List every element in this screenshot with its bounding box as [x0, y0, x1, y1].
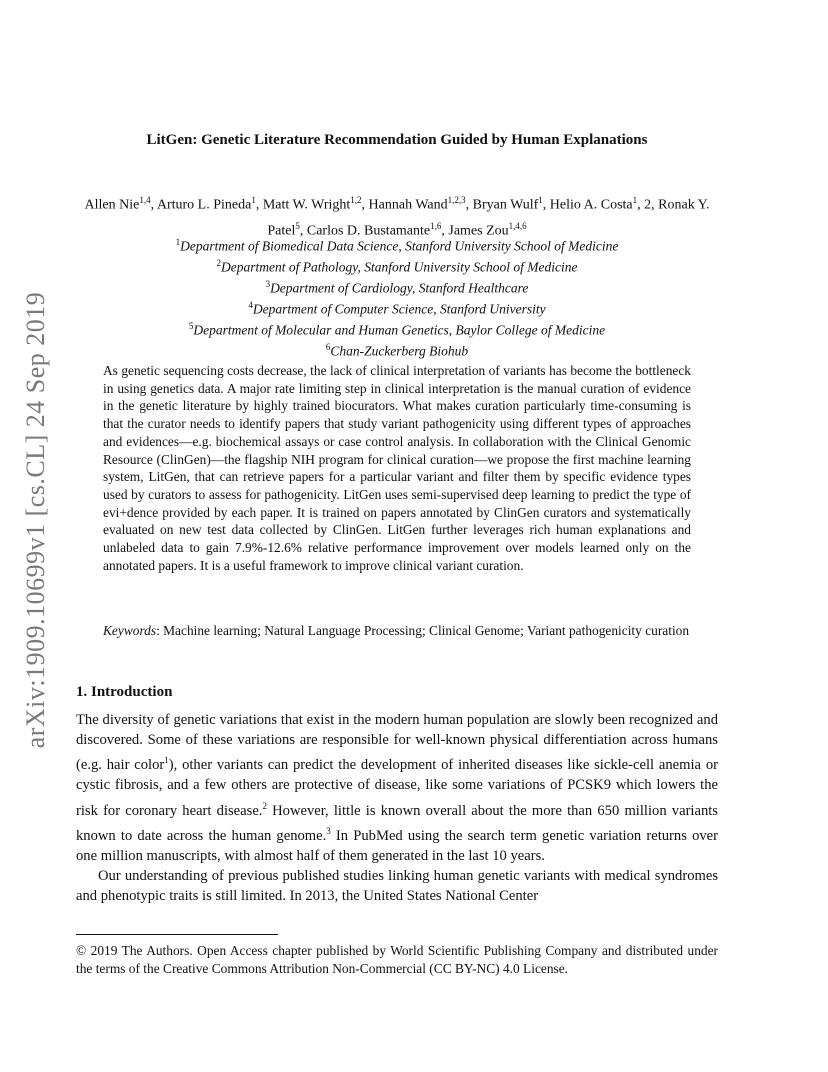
affiliation-number: 6 [325, 342, 331, 353]
affiliation-text: Chan-Zuckerberg Biohub [330, 343, 469, 359]
author-affiliation-marker: 1,6 [430, 220, 442, 231]
section-heading [76, 684, 172, 701]
affiliation-text: Department of Pathology, Stanford University School of Medicine [221, 259, 578, 275]
body-text-run: In PubMed using the search term genetic variation returns over one million manuscripts, with almost half of them generated in the last 10 years. [76, 827, 718, 864]
author-name: Allen Nie [84, 197, 140, 213]
author-affiliation-marker: 1,2,3 [447, 195, 466, 205]
affiliation-text: Department of Biomedical Data Science, Stanford University School of Medicine [180, 238, 619, 254]
body-paragraph [76, 710, 718, 866]
author-separator: , [150, 197, 157, 213]
author-affiliation-marker: 1,4,6 [508, 220, 527, 231]
body-text-run: The diversity of genetic variations that exist in the modern human population are slowly been recognized and discovered. Some of these variations are responsible for well-known physical differentiation across humans (e.g. hair color [76, 712, 718, 774]
body-paragraph: Our understanding of previous published studies linking human genetic variants with medical syndromes and phenotypic traits is still limited. In 2013, the United States National Center [76, 868, 718, 905]
affiliation-line [76, 297, 718, 318]
arxiv-identifier-stamp: arXiv:1909.10699v1 [cs.CL] 24 Sep 2019 [21, 291, 50, 749]
author-affiliation-marker: 1 [632, 195, 638, 205]
section-title: Introduction [91, 684, 173, 700]
affiliation-text: Department of Cardiology, Stanford Healthcare [270, 280, 529, 296]
author-affiliation-marker: 5 [295, 220, 300, 231]
author-name: Helio A. Costa [549, 197, 633, 213]
author-separator: , [361, 197, 369, 213]
author-name: Matt W. Wright [262, 197, 351, 213]
paper-title: LitGen: Genetic Literature Recommendation Guided by Human Explanations [146, 132, 648, 148]
affiliation-number: 5 [188, 321, 194, 332]
author-affiliation-marker: 1,4 [139, 195, 151, 205]
keywords-text: : Machine learning; Natural Language Processing; Clinical Genome; Variant pathogenicity curation [156, 623, 690, 638]
affiliation-number: 2 [216, 258, 222, 269]
author-separator: , [441, 223, 449, 239]
citation-superscript: 2 [262, 800, 267, 811]
affiliation-line [76, 339, 718, 360]
footnote-rule [76, 934, 278, 935]
author-name: Hannah Wand [368, 197, 448, 213]
affiliation-line [76, 234, 718, 255]
body-text-run: However, little is known overall about the more than 650 million variants known to date across the human genome. [76, 802, 718, 844]
author-affiliation-marker: 1 [251, 195, 256, 205]
citation-superscript: 1 [164, 755, 169, 766]
affiliation-line [76, 255, 718, 276]
section-number: 1. [76, 684, 88, 700]
author-separator: , [465, 197, 473, 213]
author-separator: , [299, 223, 307, 239]
affiliation-list [76, 234, 718, 361]
author-affiliation-marker: 1 [538, 195, 543, 205]
author-separator: , [542, 197, 550, 213]
affiliation-number: 4 [248, 300, 253, 311]
keywords [103, 622, 691, 640]
affiliation-number: 1 [175, 237, 181, 247]
author-name: Bryan Wulf [472, 197, 539, 213]
affiliation-line [76, 276, 718, 297]
author-separator: , [255, 197, 263, 213]
author-name: Arturo L. Pineda [156, 197, 252, 213]
author-name: James Zou [448, 223, 509, 239]
author-affiliation-marker: 1,2 [350, 195, 362, 205]
author-separator: , 2, [637, 197, 659, 213]
keywords-label: Keywords [103, 623, 157, 638]
body-text-run: ), other variants can predict the development of inherited diseases like sickle-cell anemia or cystic fibrosis, and a few others are protective of disease, like some variations of PCSK9 which lowers the risk for coronary heart disease. [76, 757, 718, 819]
copyright-footnote: © 2019 The Authors. Open Access chapter published by World Scientific Publishing Company and distributed under the terms of the Creative Commons Attribution Non-Commercial (CC BY-NC) 4.0 License. [76, 943, 718, 976]
citation-superscript: 3 [326, 825, 331, 836]
body-text [76, 710, 718, 906]
affiliation-line [76, 318, 718, 339]
author-name: Ronak Y. Patel [267, 197, 710, 239]
affiliation-number: 3 [265, 279, 271, 290]
author-name: Carlos D. Bustamante [306, 223, 431, 239]
abstract: As genetic sequencing costs decrease, the lack of clinical interpretation of variants has become the bottleneck in using genetics data. A major rate limiting step in clinical interpretation is the manual curation of evidence in the genetic literature by highly trained biocurators. What makes curation particularly time-consuming is that the curator needs to identify papers that study variant pathogenicity using different types of approaches and evidences—e.g. biochemical assays or case control analysis. In collaboration with the Clinical Genomic Resource (ClinGen)—the flagship NIH program for clinical curation—we propose the first machine learning system, LitGen, that can retrieve papers for a particular variant and filter them by specific evidence types used by curators to assess for pathogenicity. LitGen uses semi-supervised deep learning to predict the type of evi+dence provided by each paper. It is trained on papers annotated by ClinGen curators and systematically evaluated on new test data collected by ClinGen. LitGen further leverages rich human explanations and unlabeled data to gain 7.9%-12.6% relative performance improvement over models learned only on the annotated papers. It is a useful framework to improve clinical variant curation. [103, 363, 691, 573]
affiliation-text: Department of Molecular and Human Genetics, Baylor College of Medicine [193, 322, 606, 338]
affiliation-text: Department of Computer Science, Stanford University [252, 301, 546, 317]
